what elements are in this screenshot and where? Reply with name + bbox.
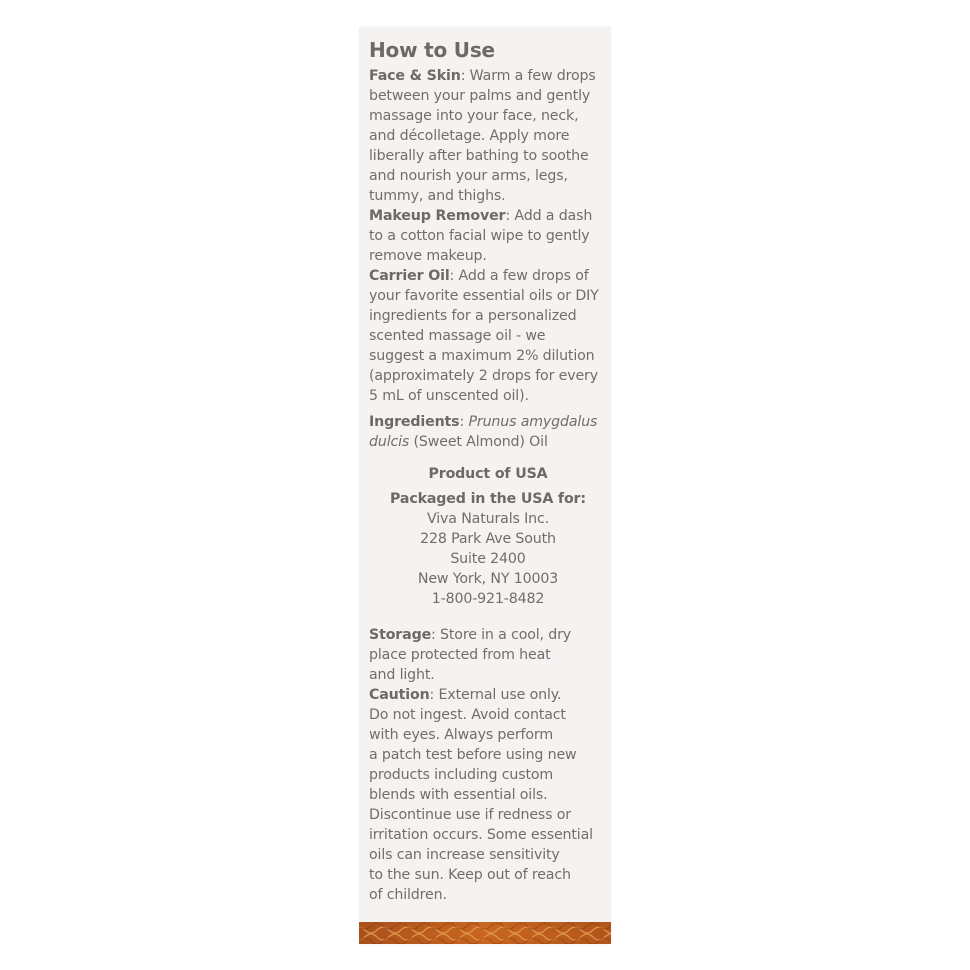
decorative-pattern-band [359,922,611,944]
company-name: Viva Naturals Inc. [427,511,549,527]
face-skin-text: : Warm a few drops between your palms and gently massage into your face, neck, and décolletage. Apply more liberally after bathing to soothe and nourish your arms, legs, tummy, and thighs. [369,68,596,204]
caution-text: : External use only. Do not ingest. Avoid contact with eyes. Always perform a patch test before using new products including custom blends with essential oils. Discontinue use if redness or irritation occurs. Some essential oils can increase sensitivity to the sun. Keep out of reach of children. [369,687,593,903]
product-label-panel [359,27,611,944]
face-skin-paragraph [369,66,607,206]
caution-label: Caution [369,687,430,703]
ingredients-separator: : [459,414,469,430]
city-address: New York, NY 10003 [417,571,559,587]
storage-label: Storage [369,627,432,643]
carrier-oil-paragraph [369,266,607,406]
packaged-for-label: Packaged in the USA for: [390,491,586,507]
ingredients-label: Ingredients [369,414,460,430]
face-skin-label: Face & Skin [369,68,461,84]
carrier-oil-text: : Add a few drops of your favorite essential oils or DIY ingredients for a personalized scented massage oil - we suggest a maximum 2% dilution (approximately 2 drops for every 5 mL of unscented oil). [369,268,599,404]
makeup-remover-paragraph [369,206,607,266]
ingredients-text: (Sweet Almond) Oil [409,434,548,450]
street-address: 228 Park Ave South [420,531,556,547]
phone-number: 1-800-921-8482 [431,591,545,607]
makeup-remover-label: Makeup Remover [369,208,506,224]
wave-pattern-icon [359,922,611,944]
storage-text: : Store in a cool, dry place protected from heat and light. [369,627,572,683]
ingredients-latin-name: Prunus amygdalus dulcis [369,414,598,450]
how-to-use-heading: How to Use [369,38,495,62]
origin-block [369,464,607,609]
label-content [369,37,607,905]
ingredients-paragraph [369,412,607,452]
caution-paragraph [369,685,607,905]
product-of-usa: Product of USA [428,466,548,482]
suite-address: Suite 2400 [450,551,526,567]
storage-paragraph [369,625,607,685]
carrier-oil-label: Carrier Oil [369,268,450,284]
makeup-remover-text: : Add a dash to a cotton facial wipe to gently remove makeup. [369,208,593,264]
